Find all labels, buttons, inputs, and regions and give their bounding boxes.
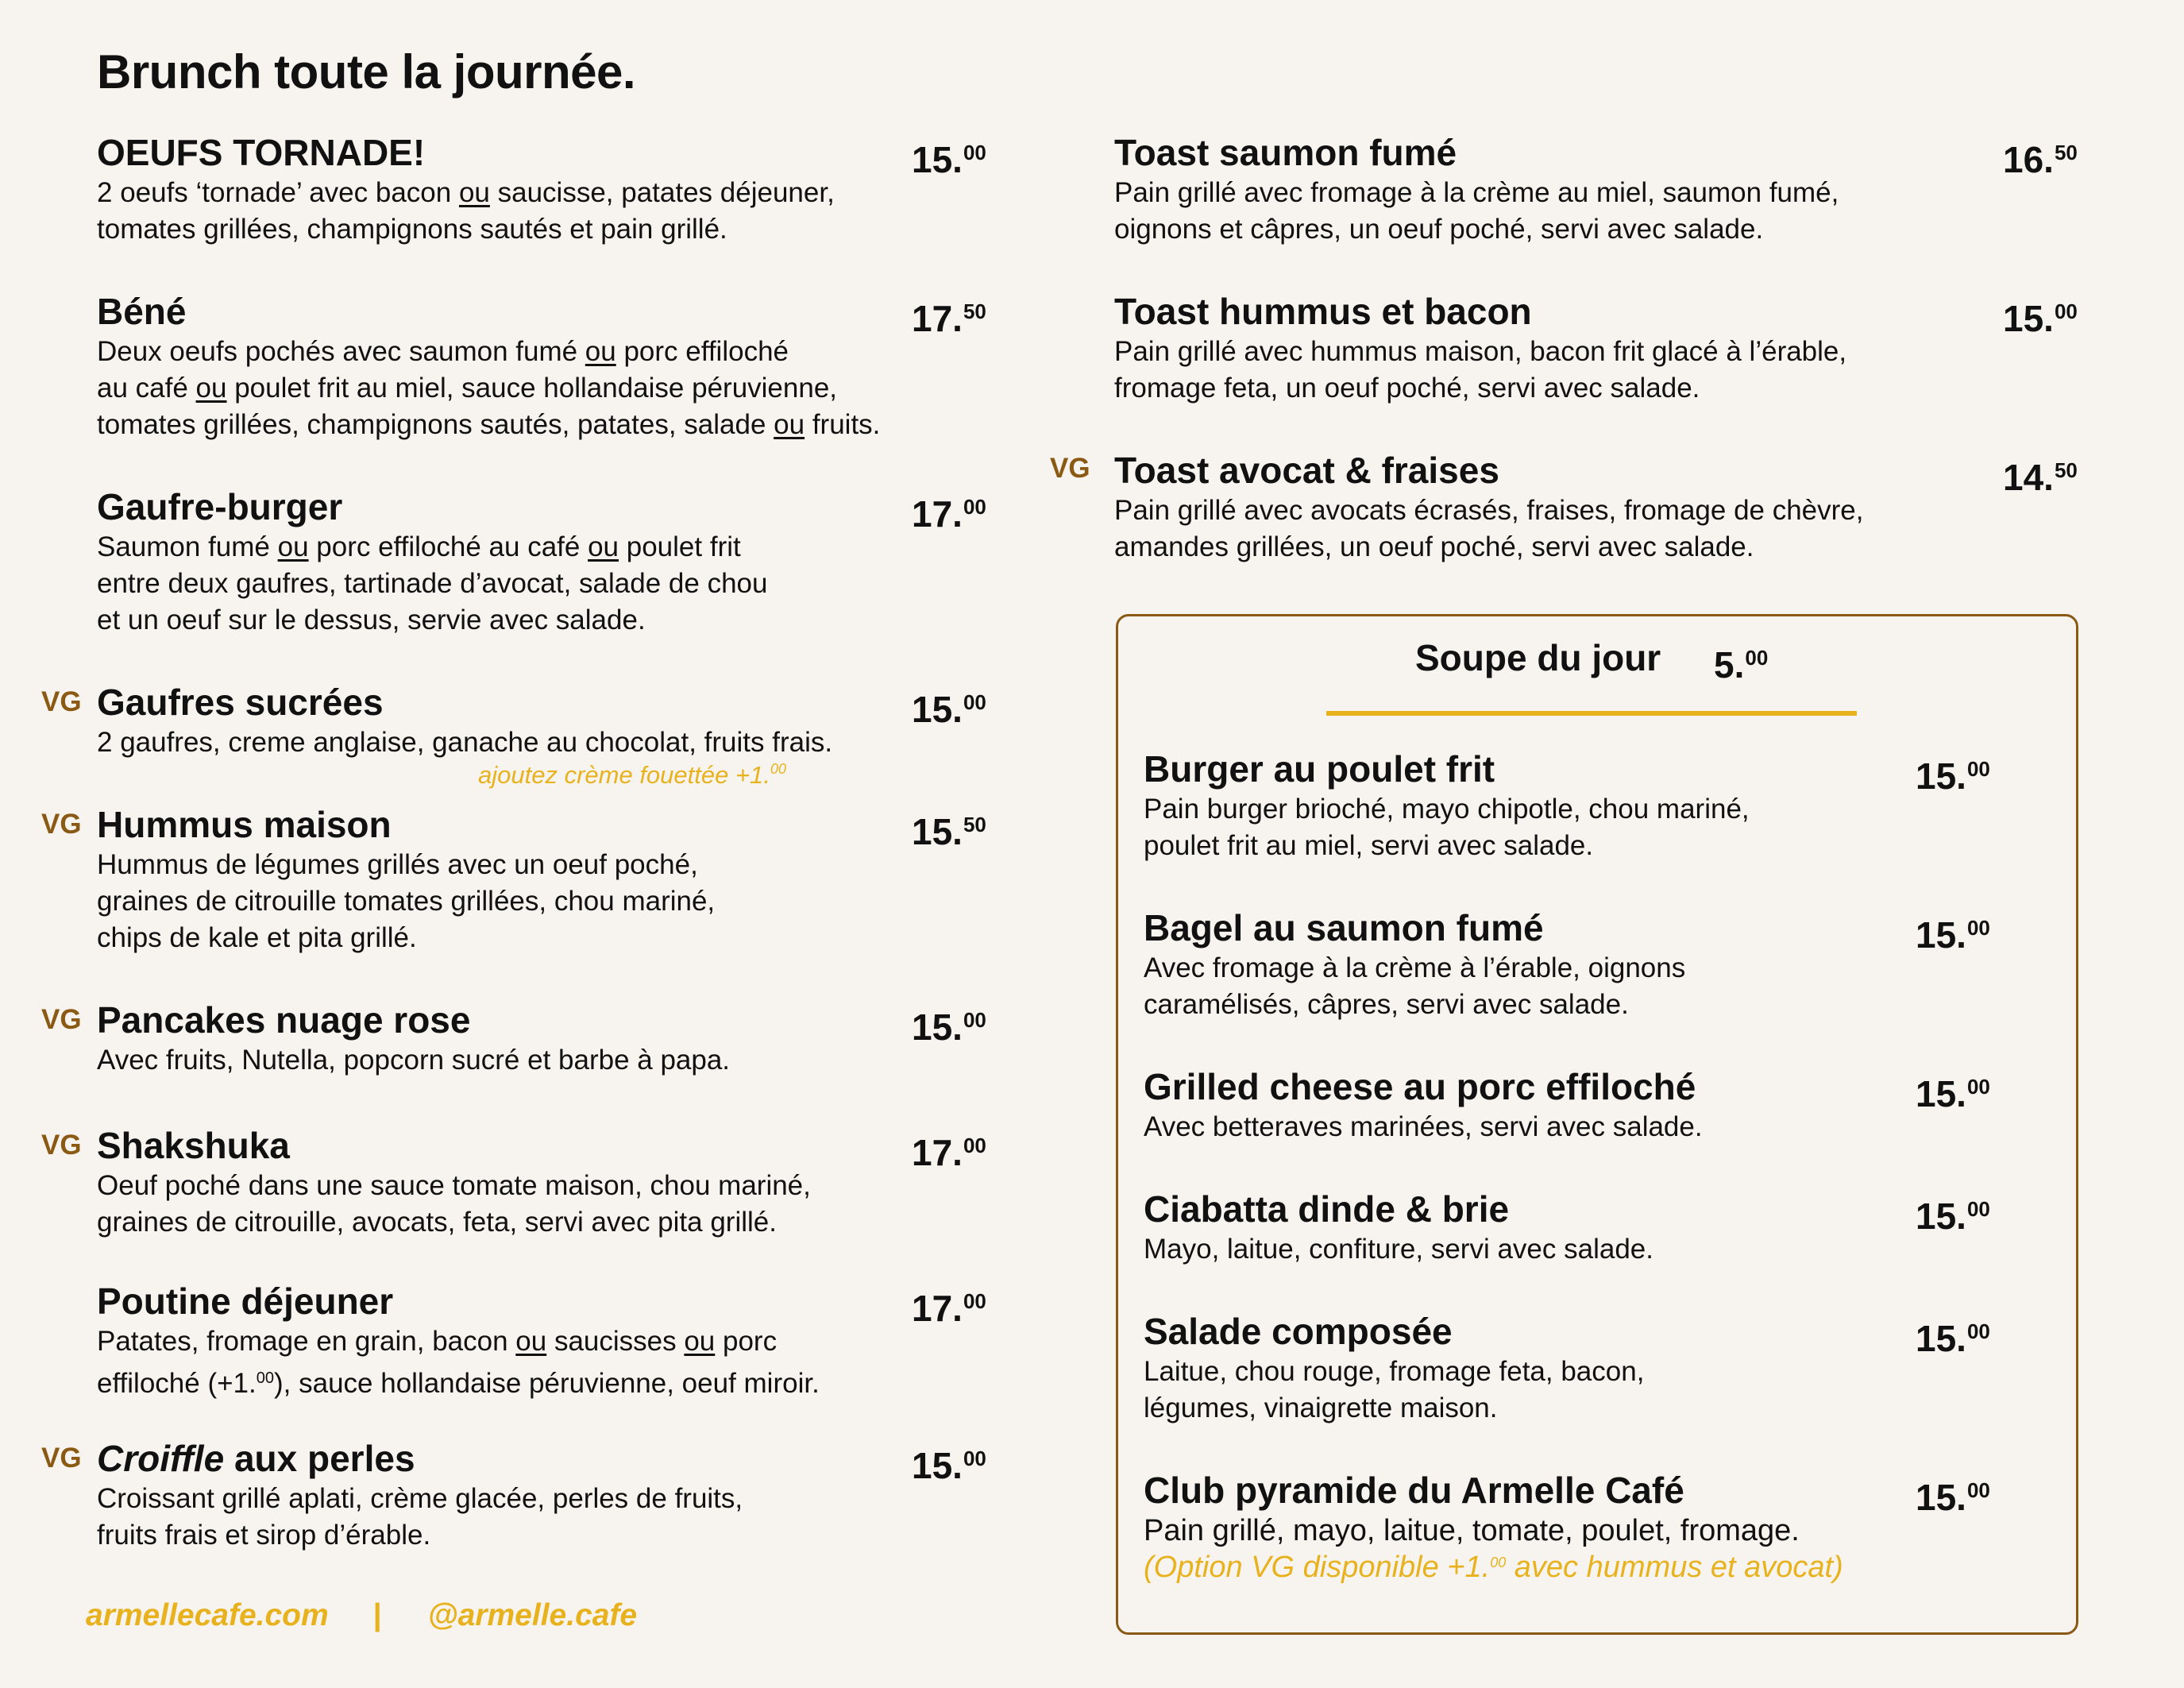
- item-description: Avec betteraves marinées, servi avec salade.: [1144, 1111, 1703, 1142]
- menu-item-ciabatta: [1144, 1187, 1653, 1268]
- item-price: 15.00: [1916, 1073, 1990, 1114]
- item-price: 16.50: [2003, 139, 2078, 180]
- menu-item-toast-avocat: [1114, 448, 1864, 566]
- item-price: 15.50: [912, 811, 986, 852]
- addon-note: ajoutez crème fouettée +1.00: [478, 761, 786, 789]
- menu-item-gaufres-sucrees: [97, 680, 832, 761]
- divider: [1326, 711, 1857, 716]
- item-price: 15.00: [912, 139, 986, 180]
- item-name: Béné: [97, 291, 187, 332]
- footer-separator: |: [372, 1598, 382, 1632]
- item-name: Pancakes nuage rose: [97, 999, 471, 1041]
- item-description: Hummus de légumes grillés avec un oeuf poché, graines de citrouille tomates grillées, chou mariné, chips de kale et pita grillé.: [97, 849, 716, 953]
- item-price: 17.00: [912, 493, 986, 535]
- item-price: 15.00: [912, 1006, 986, 1048]
- item-description: Laitue, chou rouge, fromage feta, bacon, légumes, vinaigrette maison.: [1144, 1356, 1645, 1423]
- item-name: Bagel au saumon fumé: [1144, 907, 1544, 948]
- menu-item-bagel: [1144, 906, 1685, 1023]
- item-name: Toast saumon fumé: [1114, 132, 1457, 173]
- menu-item-bene: [97, 289, 880, 443]
- item-name: Gaufres sucrées: [97, 682, 384, 723]
- item-name: Hummus maison: [97, 804, 392, 845]
- vg-option-note: (Option VG disponible +1.00 avec hummus et avocat): [1144, 1551, 1843, 1584]
- item-price: 15.00: [2003, 298, 2078, 339]
- menu-item-shakshuka: [97, 1123, 811, 1241]
- soupe-price: 5.00: [1714, 644, 1769, 686]
- item-price: 15.00: [1916, 755, 1990, 797]
- item-price: 17.00: [912, 1288, 986, 1329]
- item-price: 17.00: [912, 1132, 986, 1173]
- item-name: Salade composée: [1144, 1311, 1453, 1352]
- item-name: Toast avocat & fraises: [1114, 450, 1499, 491]
- item-description: Pain grillé avec hummus maison, bacon frit glacé à l’érable, fromage feta, un oeuf poché, servi avec salade.: [1114, 336, 1847, 404]
- item-price: 14.50: [2003, 457, 2078, 498]
- menu-item-grilled-cheese: [1144, 1064, 1703, 1145]
- item-description: Patates, fromage en grain, bacon ou saucisses ou porc effiloché (+1.00), sauce hollandaise péruvienne, oeuf miroir.: [97, 1326, 820, 1399]
- page-title: Brunch toute la journée.: [97, 45, 636, 98]
- item-description: Oeuf poché dans une sauce tomate maison, chou mariné, graines de citrouille, avocats, feta, servi avec pita grillé.: [97, 1170, 811, 1238]
- item-price: 15.00: [1916, 1477, 1990, 1518]
- vg-badge: VG: [41, 1443, 82, 1474]
- item-description: Avec fruits, Nutella, popcorn sucré et barbe à papa.: [97, 1045, 731, 1076]
- website-link[interactable]: armellecafe.com: [86, 1598, 329, 1632]
- menu-item-hummus-maison: [97, 802, 715, 956]
- vg-badge: VG: [41, 1004, 82, 1035]
- item-description: Deux oeufs pochés avec saumon fumé ou porc effiloché au café ou poulet frit au miel, sauce hollandaise péruvienne, tomates grillées, champignons sautés, patates, salade ou fruits.: [97, 336, 881, 440]
- vg-badge: VG: [41, 1130, 82, 1161]
- item-name: Gaufre-burger: [97, 486, 343, 527]
- item-name: Croiffle aux perles: [97, 1438, 415, 1479]
- item-description: Pain burger brioché, mayo chipotle, chou mariné, poulet frit au miel, servi avec salade.: [1144, 794, 1750, 861]
- menu-item-poutine: [97, 1279, 820, 1402]
- menu-item-toast-saumon: [1114, 130, 1839, 248]
- item-name: Shakshuka: [97, 1125, 290, 1166]
- item-description: 2 gaufres, creme anglaise, ganache au chocolat, fruits frais.: [97, 727, 833, 758]
- item-price: 15.00: [1916, 1196, 1990, 1237]
- item-name: Toast hummus et bacon: [1114, 291, 1532, 332]
- item-name: Ciabatta dinde & brie: [1144, 1188, 1510, 1230]
- item-name: Burger au poulet frit: [1144, 748, 1495, 790]
- menu-item-salade: [1144, 1309, 1644, 1427]
- menu-item-burger-poulet: [1144, 747, 1750, 864]
- social-handle[interactable]: @armelle.cafe: [427, 1598, 638, 1632]
- soupe-du-jour: Soupe du jour: [1415, 637, 1661, 678]
- item-price: 15.00: [912, 1445, 986, 1486]
- menu-item-club-pyramide: [1144, 1468, 1800, 1549]
- item-description: Mayo, laitue, confiture, servi avec salade.: [1144, 1234, 1653, 1265]
- item-description: Pain grillé avec fromage à la crème au miel, saumon fumé, oignons et câpres, un oeuf poché, servi avec salade.: [1114, 177, 1839, 245]
- menu-item-gaufre-burger: [97, 485, 767, 639]
- item-name: Poutine déjeuner: [97, 1280, 394, 1322]
- item-description: Avec fromage à la crème à l’érable, oignons caramélisés, câpres, servi avec salade.: [1144, 952, 1686, 1020]
- vg-badge: VG: [41, 809, 82, 840]
- item-price: 15.00: [912, 689, 986, 730]
- item-price: 15.00: [1916, 914, 1990, 956]
- item-price: 17.50: [912, 298, 986, 339]
- menu-item-toast-hummus: [1114, 289, 1846, 407]
- menu-item-pancakes: [97, 998, 730, 1079]
- item-description: Saumon fumé ou porc effiloché au café ou poulet frit entre deux gaufres, tartinade d’avocat, salade de chou et un oeuf sur le dessus, servie avec salade.: [97, 531, 768, 635]
- item-description: 2 oeufs ‘tornade’ avec bacon ou saucisse, patates déjeuner, tomates grillées, champignons sautés et pain grillé.: [97, 177, 835, 245]
- menu-item-croiffle: [97, 1436, 743, 1554]
- vg-badge: VG: [41, 686, 82, 717]
- item-price: 15.00: [1916, 1318, 1990, 1359]
- item-description: Croissant grillé aplati, crème glacée, perles de fruits, fruits frais et sirop d’érable.: [97, 1483, 743, 1551]
- item-description: Pain grillé avec avocats écrasés, fraises, fromage de chèvre, amandes grillées, un oeuf poché, servi avec salade.: [1114, 495, 1864, 562]
- menu-item-oeufs-tornade: [97, 130, 835, 248]
- footer: [86, 1598, 637, 1633]
- item-name: OEUFS TORNADE!: [97, 132, 426, 173]
- item-name: Club pyramide du Armelle Café: [1144, 1470, 1684, 1511]
- item-name: Grilled cheese au porc effiloché: [1144, 1066, 1696, 1107]
- item-description: Pain grillé, mayo, laitue, tomate, poulet, fromage.: [1144, 1514, 1800, 1547]
- vg-badge: VG: [1050, 453, 1090, 484]
